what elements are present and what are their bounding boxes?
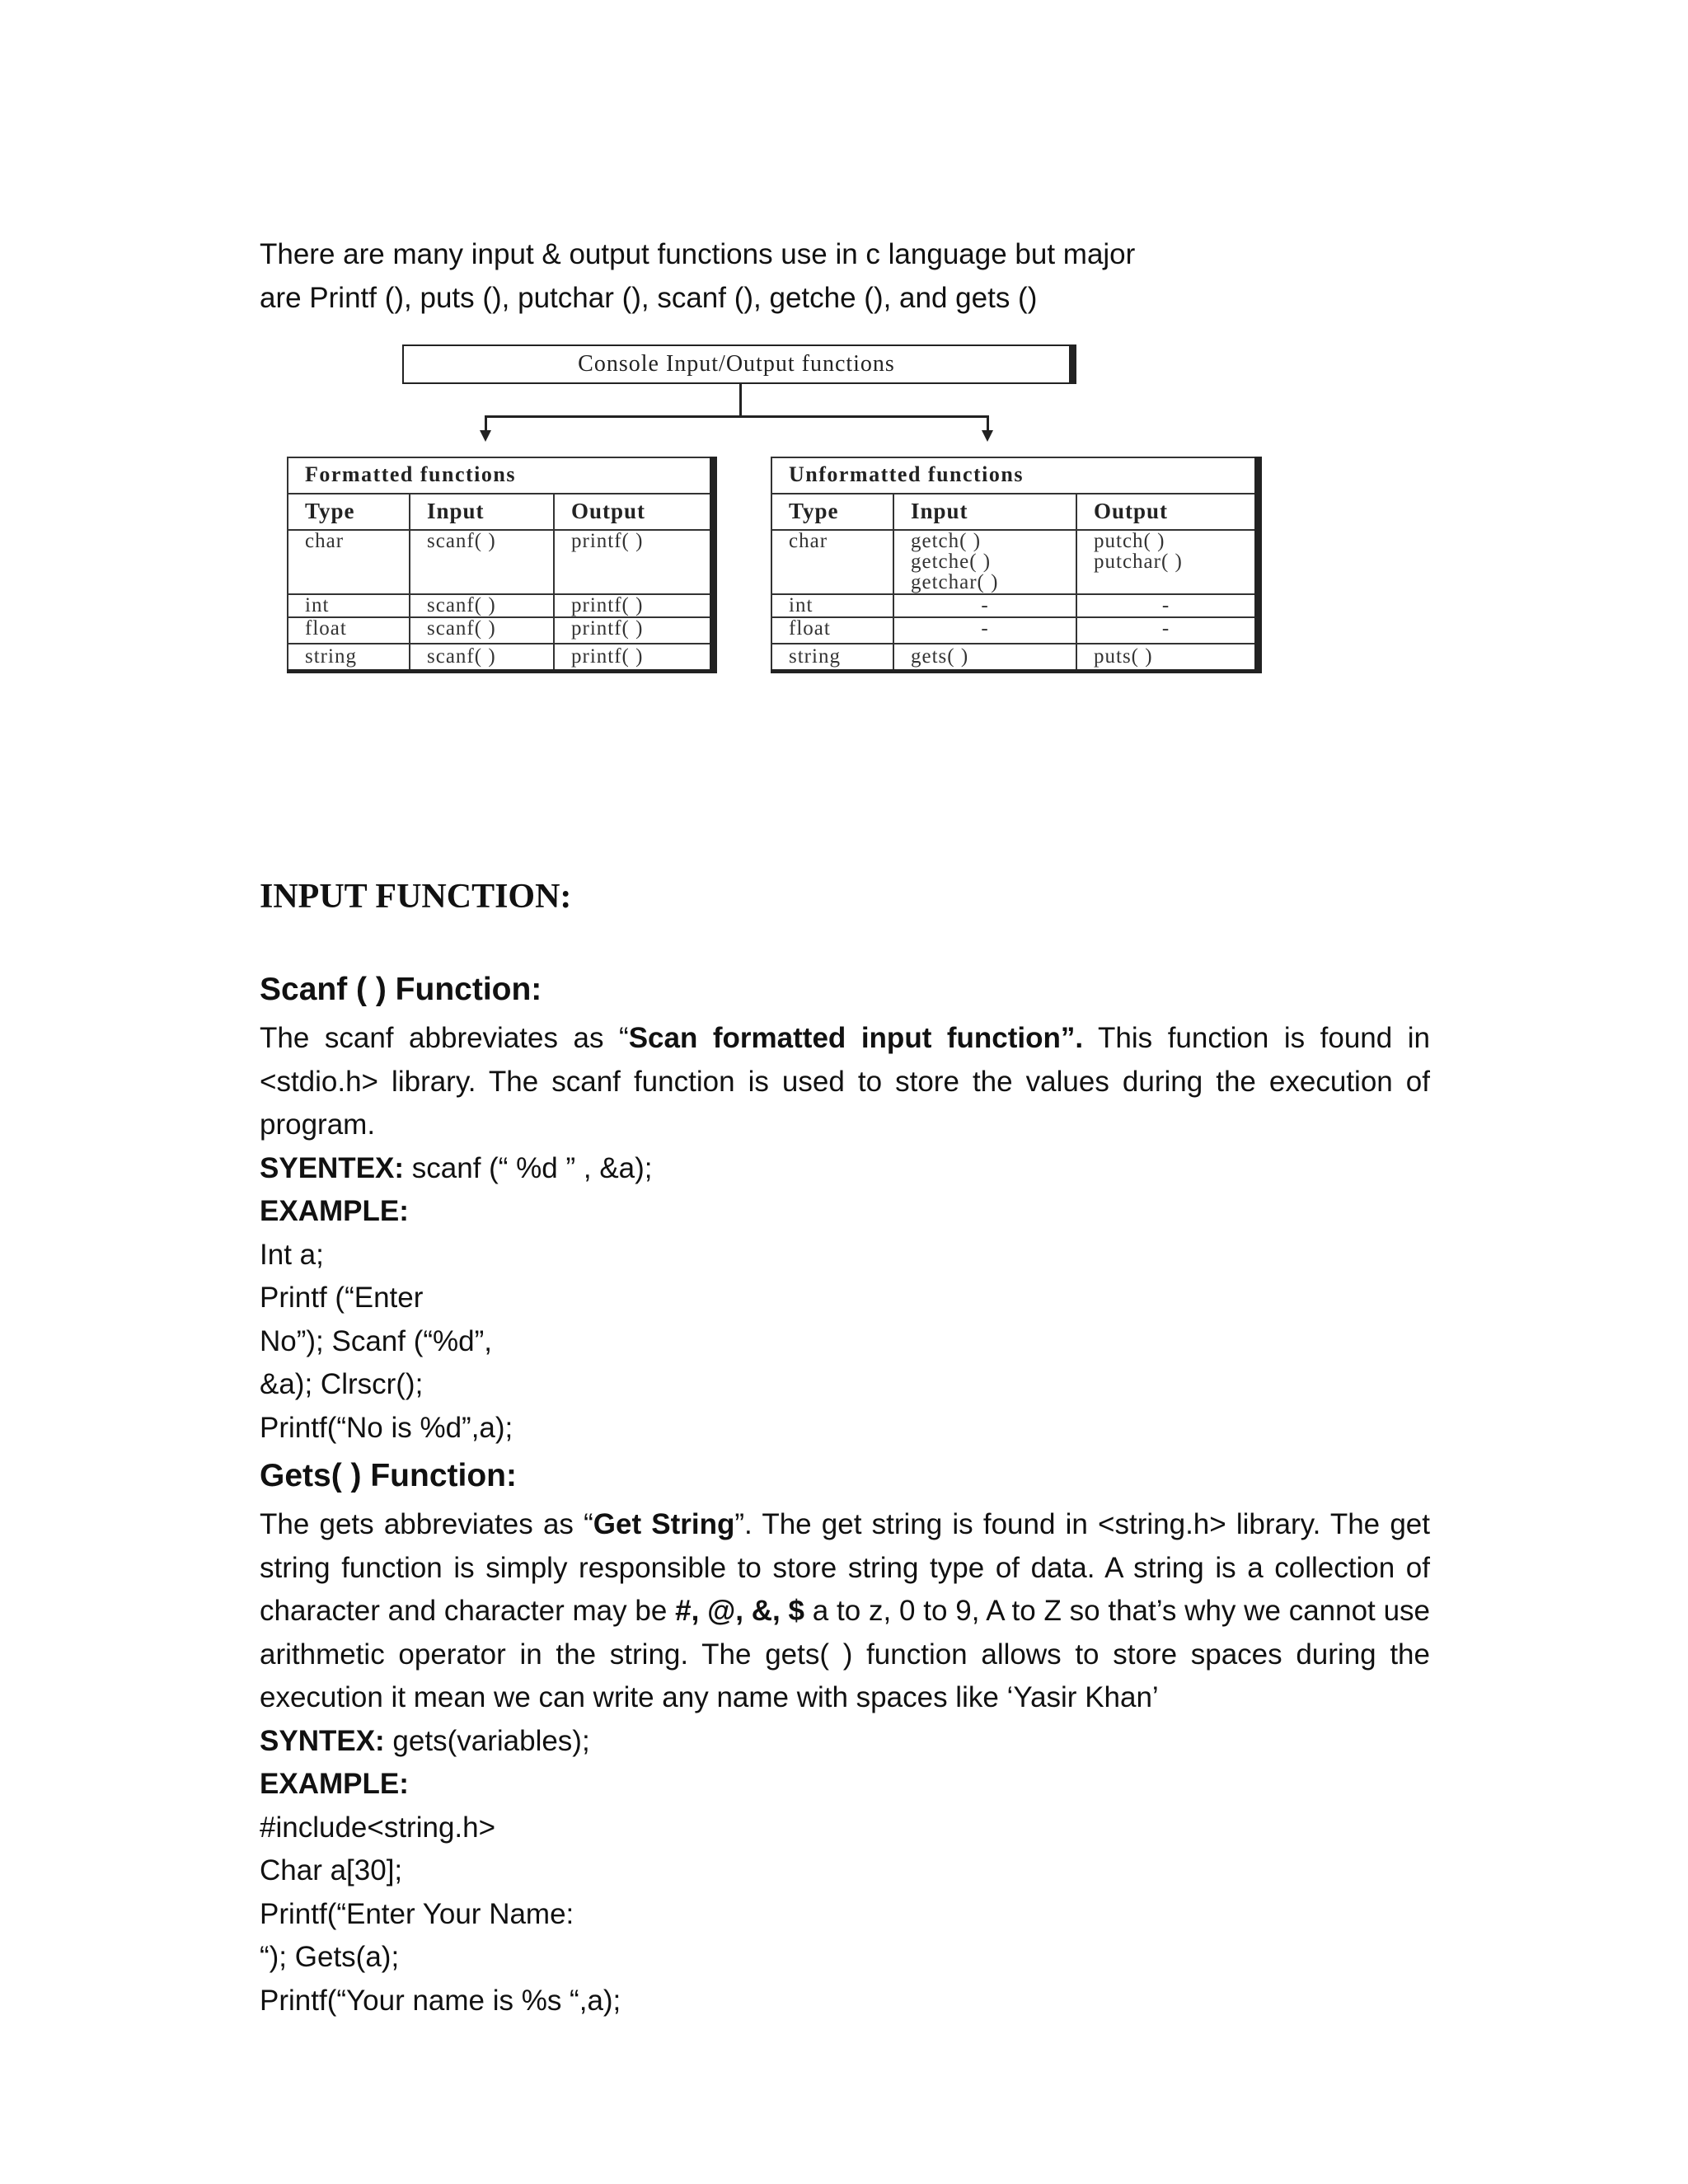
example-label: EXAMPLE:	[260, 1195, 409, 1227]
desc-text: The scanf abbreviates as “	[260, 1022, 629, 1054]
code-line: Printf(“Your name is %s “,a);	[260, 1984, 621, 2017]
output-cell: -	[1076, 594, 1259, 617]
code-line: No”); Scanf (“%d”,	[260, 1324, 492, 1357]
input-cell: scanf( )	[410, 617, 554, 644]
input-cell	[893, 530, 1076, 594]
type-cell: char	[771, 530, 893, 594]
gets-example-label	[260, 1763, 1430, 1807]
input-cell: gets( )	[893, 644, 1076, 672]
section-heading: INPUT FUNCTION:	[260, 878, 572, 916]
type-cell: string	[288, 644, 410, 672]
type-cell: string	[771, 644, 893, 672]
table-row	[288, 594, 714, 617]
output-item: putch( )	[1094, 530, 1165, 552]
code-line: “); Gets(a);	[260, 1941, 400, 1973]
input-cell: -	[893, 594, 1076, 617]
output-cell: printf( )	[554, 617, 714, 644]
unformatted-title: Unformatted functions	[771, 457, 1259, 494]
column-header: Output	[1076, 494, 1259, 530]
gets-section	[260, 1460, 1430, 2022]
gets-heading: Gets( ) Function:	[260, 1458, 517, 1493]
syntax-value: scanf (“ %d ” , &a);	[404, 1151, 653, 1184]
intro-paragraph	[260, 233, 1430, 320]
diagram-header: Console Input/Output functions	[402, 344, 1076, 384]
intro-line-1: There are many input & output functions use in c language but major	[260, 238, 1136, 270]
input-cell: scanf( )	[410, 594, 554, 617]
table-row	[771, 617, 1259, 644]
desc-text: This function is found in <stdio.h> library. The scanf function is used to store the values during the execution of program.	[260, 1022, 1431, 1141]
output-item: putchar( )	[1094, 551, 1183, 573]
console-io-diagram	[284, 344, 1265, 682]
desc-bold: Scan formatted input function”.	[628, 1022, 1084, 1054]
output-cell: printf( )	[554, 644, 714, 672]
type-cell: int	[771, 594, 893, 617]
gets-description	[260, 1503, 1430, 1720]
table-row	[288, 644, 714, 672]
column-header: Type	[288, 494, 410, 530]
connector-vertical-main	[739, 384, 742, 417]
type-cell: float	[771, 617, 893, 644]
desc-bold: Get String	[593, 1508, 735, 1540]
syntax-label: SYNTEX:	[260, 1724, 385, 1757]
desc-text: ”. The get string is found in <string.h> library. The get string function is simply responsible to store string type of data. A string is a collection of character and character may be	[260, 1508, 1430, 1627]
desc-symbols: #, @, &, $	[675, 1595, 805, 1627]
connector-right-drop	[987, 415, 989, 432]
code-line: Printf (“Enter	[260, 1282, 424, 1314]
table-row	[771, 594, 1259, 617]
input-cell: scanf( )	[410, 530, 554, 594]
input-item: getchar( )	[911, 571, 999, 593]
syntax-value: gets(variables);	[384, 1724, 590, 1757]
code-line: Printf(“Enter Your Name:	[260, 1897, 574, 1930]
connector-horizontal	[485, 415, 989, 418]
table-row	[288, 617, 714, 644]
scanf-description	[260, 1017, 1430, 1147]
input-item: getch( )	[911, 530, 982, 552]
input-cell: scanf( )	[410, 644, 554, 672]
syntax-label: SYENTEX:	[260, 1151, 405, 1184]
scanf-example-label	[260, 1190, 1430, 1234]
type-cell: float	[288, 617, 410, 644]
code-line: #include<string.h>	[260, 1811, 496, 1844]
output-cell	[1076, 530, 1259, 594]
intro-line-2: are Printf (), puts (), putchar (), scanf (), getche (), and gets ()	[260, 281, 1038, 314]
example-label: EXAMPLE:	[260, 1768, 409, 1800]
arrow-down-icon	[480, 430, 491, 442]
input-item: getche( )	[911, 551, 992, 573]
unformatted-functions-table	[771, 457, 1262, 673]
input-cell: -	[893, 617, 1076, 644]
gets-syntax	[260, 1720, 1430, 1764]
column-header: Input	[893, 494, 1076, 530]
type-cell: int	[288, 594, 410, 617]
type-cell: char	[288, 530, 410, 594]
formatted-functions-table	[287, 457, 717, 673]
code-line: &a); Clrscr();	[260, 1368, 424, 1400]
scanf-section	[260, 973, 1430, 1450]
table-row	[288, 530, 714, 594]
desc-text: a to z, 0 to 9, A to Z so that’s why we cannot use arithmetic operator in the string. The gets( ) function allows to store spaces during the execution it mean we can write any name with spaces like ‘Yasir Khan’	[260, 1595, 1430, 1713]
output-cell: printf( )	[554, 594, 714, 617]
column-header: Output	[554, 494, 714, 530]
desc-text: The gets abbreviates as “	[260, 1508, 593, 1540]
table-row	[771, 644, 1259, 672]
code-line: Int a;	[260, 1238, 324, 1271]
column-header: Input	[410, 494, 554, 530]
scanf-syntax	[260, 1147, 1430, 1191]
code-line: Char a[30];	[260, 1854, 403, 1886]
arrow-down-icon	[982, 430, 993, 442]
connector-left-drop	[485, 415, 487, 432]
output-cell: printf( )	[554, 530, 714, 594]
scanf-heading: Scanf ( ) Function:	[260, 972, 542, 1007]
output-cell: puts( )	[1076, 644, 1259, 672]
formatted-title: Formatted functions	[288, 457, 714, 494]
code-line: Printf(“No is %d”,a);	[260, 1411, 513, 1444]
column-header: Type	[771, 494, 893, 530]
table-row	[771, 530, 1259, 594]
output-cell: -	[1076, 617, 1259, 644]
